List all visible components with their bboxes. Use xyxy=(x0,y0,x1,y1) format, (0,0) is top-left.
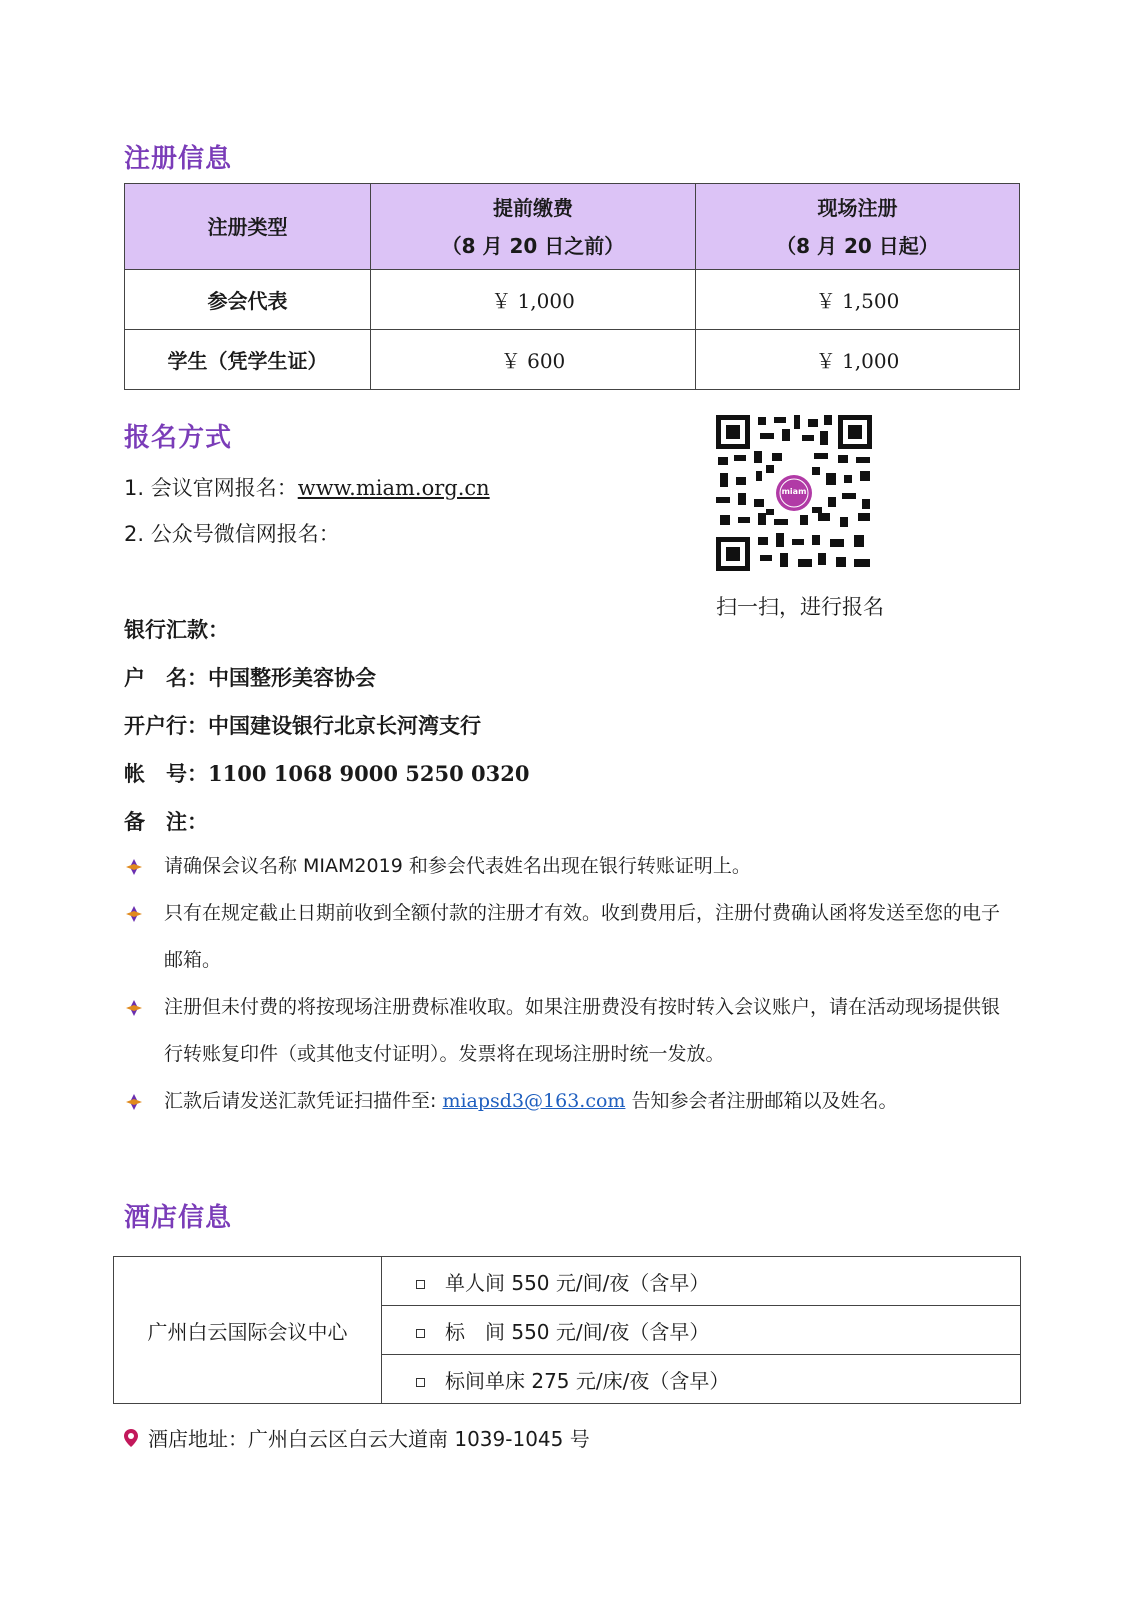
checkbox-icon xyxy=(416,1378,425,1387)
table-row xyxy=(125,330,1020,390)
account-number: 帐 号：1100 1068 9000 5250 0320 xyxy=(124,761,530,786)
checkbox-icon xyxy=(416,1280,425,1289)
registration-title: 注册信息 xyxy=(124,144,233,174)
row-onsite-price: ￥ 1,500 xyxy=(696,270,1020,330)
hotel-table xyxy=(113,1256,1021,1404)
row-type: 学生（凭学生证） xyxy=(125,330,371,390)
qr-logo: miam xyxy=(781,487,807,496)
row-early-price: ￥ 600 xyxy=(371,330,696,390)
row-onsite-price: ￥ 1,000 xyxy=(696,330,1020,390)
list-item: 请确保会议名称 MIAM2019 和参会代表姓名出现在银行转账证明上。 xyxy=(124,843,1004,890)
row-early-price: ￥ 1,000 xyxy=(371,270,696,330)
hotel-title: 酒店信息 xyxy=(124,1203,233,1233)
notes-label: 备 注： xyxy=(124,810,208,834)
header-early: 提前缴费 （8 月 20 日之前） xyxy=(371,184,696,270)
list-item: 注册但未付费的将按现场注册费标准收取。如果注册费没有按时转入会议账户，请在活动现场提供银行转账复印件（或其他支付证明）。发票将在现场注册时统一发放。 xyxy=(124,984,1004,1078)
location-pin-icon xyxy=(124,1429,138,1447)
bullet-arrow-icon xyxy=(124,984,164,1078)
registration-table xyxy=(124,183,1020,390)
account-name: 户 名：中国整形美容协会 xyxy=(124,666,376,690)
bank-name: 开户行：中国建设银行北京长河湾支行 xyxy=(124,714,481,738)
signup-title: 报名方式 xyxy=(124,423,233,453)
header-onsite: 现场注册 （8 月 20 日起） xyxy=(696,184,1020,270)
email-link[interactable]: miapsd3@163.com xyxy=(442,1090,626,1112)
signup-item-wechat: 2. 公众号微信网报名： xyxy=(124,522,340,546)
bullet-arrow-icon xyxy=(124,843,164,890)
room-option: 标 间 550 元/间/夜（含早） xyxy=(382,1306,1021,1355)
row-type: 参会代表 xyxy=(125,270,371,330)
qr-caption: 扫一扫，进行报名 xyxy=(716,595,884,619)
room-option: 标间单床 275 元/床/夜（含早） xyxy=(382,1355,1021,1404)
list-item: 只有在规定截止日期前收到全额付款的注册才有效。收到费用后，注册付费确认函将发送至您的电子邮箱。 xyxy=(124,890,1004,984)
qr-code xyxy=(714,413,874,573)
checkbox-icon xyxy=(416,1329,425,1338)
bullet-arrow-icon xyxy=(124,1078,164,1125)
bullet-arrow-icon xyxy=(124,890,164,984)
hotel-address: 酒店地址：广州白云区白云大道南 1039-1045 号 xyxy=(124,1423,590,1452)
bank-title: 银行汇款： xyxy=(124,618,229,642)
signup-item-website: 1. 会议官网报名：www.miam.org.cn xyxy=(124,476,490,500)
hotel-name: 广州白云国际会议中心 xyxy=(114,1257,382,1404)
table-row xyxy=(125,270,1020,330)
header-type: 注册类型 xyxy=(125,184,371,270)
list-item: 汇款后请发送汇款凭证扫描件至: miapsd3@163.com 告知参会者注册邮箱以及姓名。 xyxy=(124,1078,1004,1125)
room-option: 单人间 550 元/间/夜（含早） xyxy=(382,1257,1021,1306)
website-link[interactable]: www.miam.org.cn xyxy=(297,476,490,500)
